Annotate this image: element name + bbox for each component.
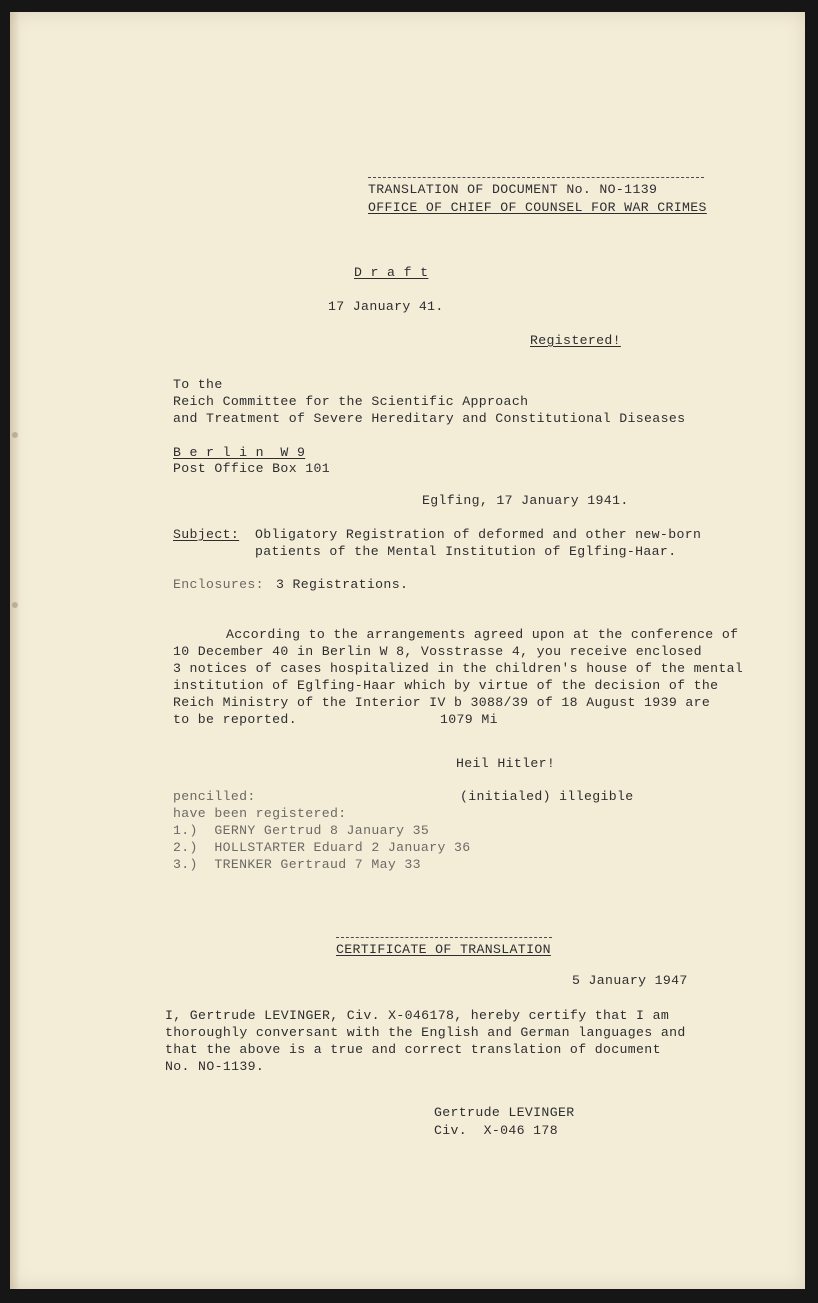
place-date: Eglfing, 17 January 1941. xyxy=(422,493,629,508)
address-line-2: and Treatment of Severe Hereditary and Constitutional Diseases xyxy=(173,411,686,426)
certificate-date: 5 January 1947 xyxy=(572,973,688,988)
address-city: B e r l i n W 9 xyxy=(173,445,306,460)
certificate-line-1: I, Gertrude LEVINGER, Civ. X-046178, hereby certify that I am xyxy=(165,1008,670,1023)
body-line-4: institution of Eglfing-Haar which by virtue of the decision of the xyxy=(173,678,719,693)
pencilled-label: pencilled: xyxy=(173,789,256,804)
pencilled-intro: have been registered: xyxy=(173,806,347,821)
translator-name: Gertrude LEVINGER xyxy=(434,1105,575,1120)
enclosures-value: 3 Registrations. xyxy=(276,577,409,592)
registered-item: 3.) TRENKER Gertraud 7 May 33 xyxy=(173,857,421,872)
certificate-rule xyxy=(336,937,552,938)
office-header: OFFICE OF CHIEF OF COUNSEL FOR WAR CRIMES xyxy=(368,200,707,215)
certificate-line-3: that the above is a true and correct translation of document xyxy=(165,1042,661,1057)
document-page xyxy=(10,12,805,1289)
address-line-1: Reich Committee for the Scientific Approach xyxy=(173,394,529,409)
punch-hole-mark xyxy=(12,602,18,608)
subject-label: Subject: xyxy=(173,527,240,542)
body-line-2: 10 December 40 in Berlin W 8, Vosstrasse 4, you receive enclosed xyxy=(173,644,702,659)
body-line-5: Reich Ministry of the Interior IV b 3088/39 of 18 August 1939 are xyxy=(173,695,711,710)
draft-date: 17 January 41. xyxy=(328,299,444,314)
registered-item: 1.) GERNY Gertrud 8 January 35 xyxy=(173,823,430,838)
translator-id: Civ. X-046 178 xyxy=(434,1123,558,1138)
registered-mark: Registered! xyxy=(530,333,621,348)
certificate-line-4: No. NO-1139. xyxy=(165,1059,265,1074)
subject-line-1: Obligatory Registration of deformed and other new-born xyxy=(255,527,702,542)
registered-item: 2.) HOLLSTARTER Eduard 2 January 36 xyxy=(173,840,471,855)
draft-title: D r a f t xyxy=(354,265,429,280)
body-line-3: 3 notices of cases hospitalized in the children's house of the mental xyxy=(173,661,744,676)
certificate-title: CERTIFICATE OF TRANSLATION xyxy=(336,942,551,957)
certificate-line-2: thoroughly conversant with the English and German languages and xyxy=(165,1025,686,1040)
body-line-6: to be reported. xyxy=(173,712,297,727)
address-box: Post Office Box 101 xyxy=(173,461,331,476)
salutation: Heil Hitler! xyxy=(456,756,556,771)
signature-note: (initialed) illegible xyxy=(460,789,634,804)
enclosures-label: Enclosures: xyxy=(173,577,264,592)
subject-line-2: patients of the Mental Institution of Eglfing-Haar. xyxy=(255,544,677,559)
translation-header: TRANSLATION OF DOCUMENT No. NO-1139 xyxy=(368,182,658,197)
reference-number: 1079 Mi xyxy=(440,712,498,727)
punch-hole-mark xyxy=(12,432,18,438)
header-rule xyxy=(368,177,704,178)
body-line-1: According to the arrangements agreed upon at the conference of xyxy=(226,627,739,642)
address-to: To the xyxy=(173,377,223,392)
